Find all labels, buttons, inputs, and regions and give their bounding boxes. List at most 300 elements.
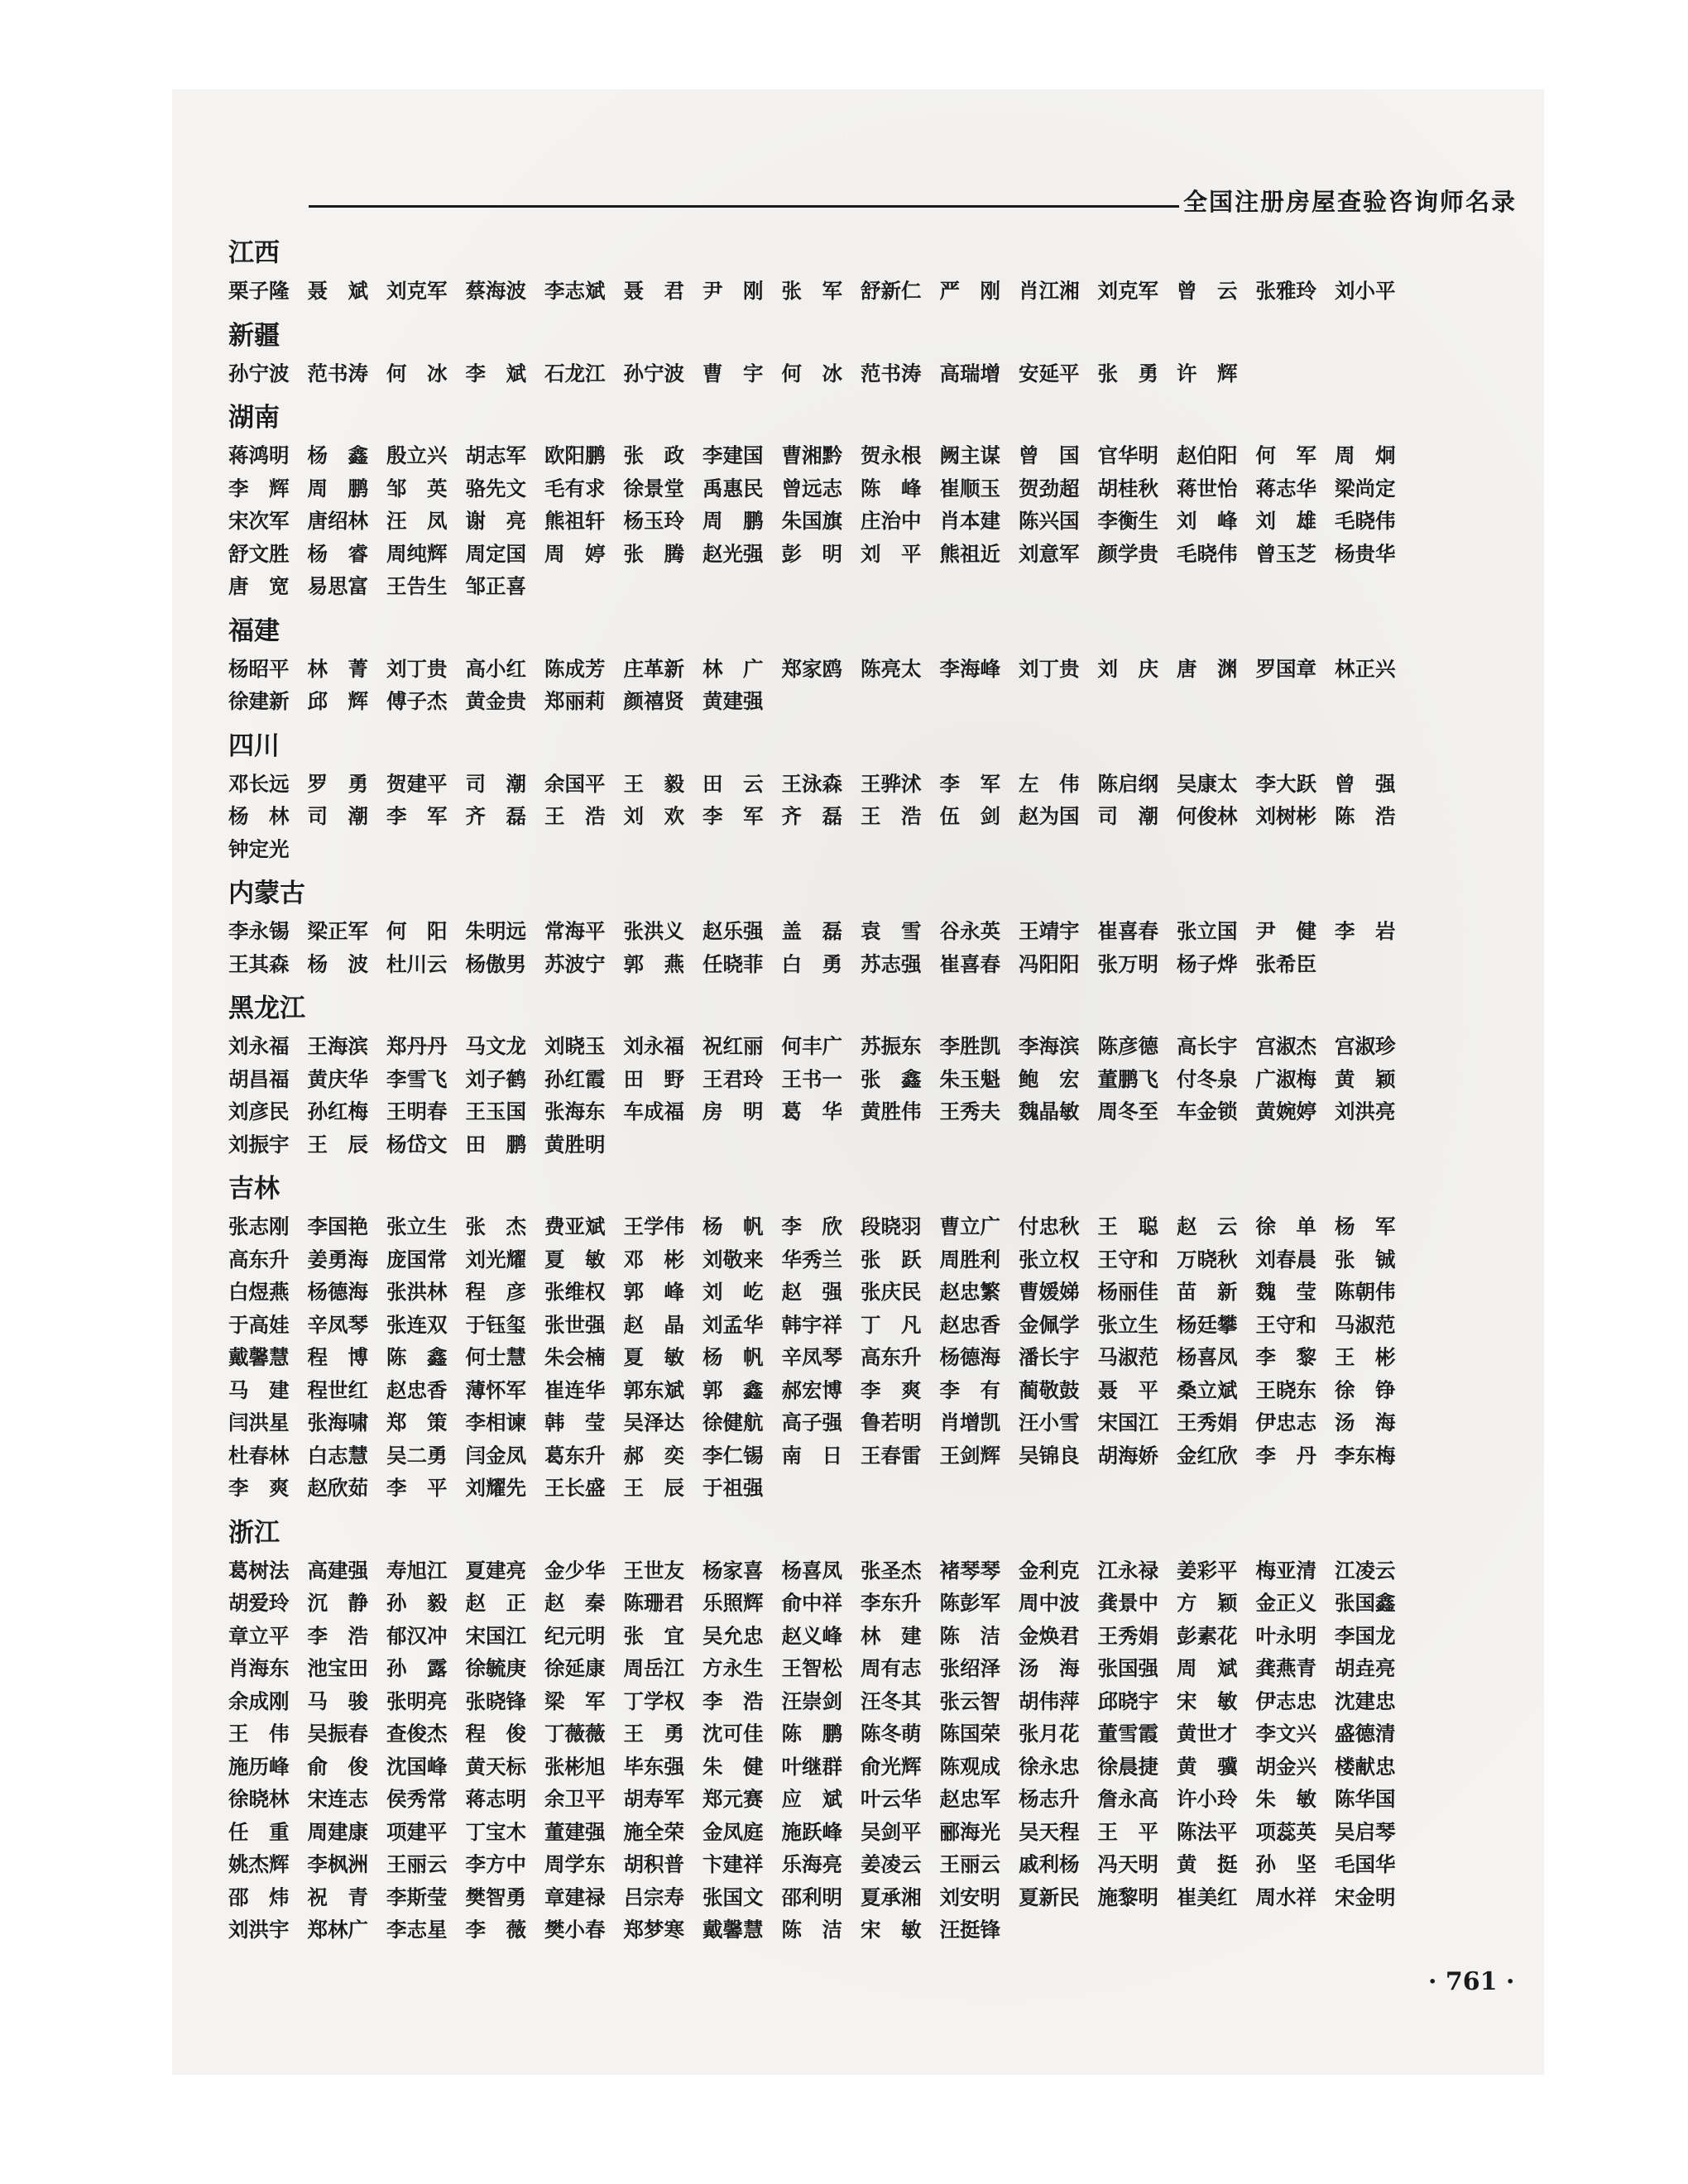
consultant-name: 张国文	[703, 1885, 764, 1909]
consultant-name: 付忠秋	[1019, 1214, 1080, 1238]
consultant-name: 伊志忠	[1255, 1688, 1316, 1713]
consultant-name: 夏 敏	[544, 1247, 606, 1272]
consultant-name: 宋国江	[1097, 1410, 1158, 1434]
consultant-name: 沉 静	[307, 1591, 368, 1615]
consultant-name: 林 菁	[307, 656, 368, 681]
consultant-name: 龚燕青	[1255, 1656, 1316, 1680]
consultant-name: 黄 骥	[1177, 1754, 1238, 1779]
consultant-name: 张 杰	[465, 1214, 526, 1238]
consultant-name: 李文兴	[1255, 1722, 1316, 1746]
consultant-name: 魏 莹	[1255, 1280, 1316, 1304]
consultant-name: 杨喜凤	[1177, 1345, 1238, 1369]
consultant-name: 邵利明	[781, 1885, 842, 1909]
consultant-name: 李斯莹	[386, 1885, 448, 1909]
consultant-name: 刘安明	[939, 1885, 1000, 1909]
consultant-name: 金凤庭	[703, 1819, 764, 1844]
consultant-name: 林 广	[703, 656, 764, 681]
consultant-name: 段晓羽	[861, 1214, 922, 1238]
consultant-name: 宋 敏	[1177, 1688, 1238, 1713]
consultant-name: 蔺敬鼓	[1019, 1377, 1080, 1402]
consultant-name: 邓长远	[228, 771, 290, 796]
consultant-name: 陈 鑫	[386, 1345, 448, 1369]
consultant-name: 李 平	[386, 1476, 448, 1500]
consultant-name: 叶继群	[781, 1754, 842, 1779]
consultant-name: 曾玉芝	[1255, 541, 1316, 566]
consultant-name: 马淑范	[1335, 1312, 1396, 1337]
consultant-name: 郑林广	[307, 1918, 368, 1942]
consultant-name: 胡爱玲	[228, 1591, 290, 1615]
consultant-name: 安延平	[1019, 361, 1080, 386]
consultant-name: 寿旭江	[386, 1558, 448, 1583]
consultant-name: 祝红丽	[703, 1034, 764, 1058]
consultant-name: 苗 新	[1177, 1280, 1238, 1304]
consultant-name: 杜春林	[228, 1443, 290, 1468]
consultant-name: 吴振春	[307, 1722, 368, 1746]
consultant-name: 黄建强	[703, 689, 764, 713]
consultant-name: 苏振东	[861, 1034, 922, 1058]
consultant-name: 王晓东	[1255, 1377, 1316, 1402]
consultant-name: 董建强	[544, 1819, 606, 1844]
consultant-name: 周岳江	[623, 1656, 684, 1680]
consultant-name: 高建强	[307, 1558, 368, 1583]
consultant-name: 陈 浩	[1335, 804, 1396, 828]
consultant-name: 胡寿军	[623, 1787, 684, 1811]
consultant-name: 李 斌	[465, 361, 526, 386]
consultant-name: 房 明	[703, 1099, 764, 1123]
consultant-name: 张海东	[544, 1099, 606, 1123]
province-title: 福建	[228, 615, 280, 646]
province-section	[228, 1167, 1544, 1505]
consultant-name: 高小红	[465, 656, 526, 681]
consultant-name: 张明亮	[386, 1688, 448, 1713]
consultant-name: 赵义峰	[781, 1623, 842, 1648]
consultant-name: 傅子杰	[386, 689, 448, 713]
consultant-name: 阙主谋	[939, 443, 1000, 467]
consultant-name: 刘克军	[386, 279, 448, 303]
consultant-name: 张 勇	[1097, 361, 1158, 386]
consultant-name: 王 浩	[861, 804, 922, 828]
name-list	[228, 1030, 1544, 1161]
consultant-name: 李 爽	[228, 1476, 290, 1500]
consultant-name: 韩宇祥	[781, 1312, 842, 1337]
consultant-name: 施黎明	[1097, 1885, 1158, 1909]
consultant-name: 张志刚	[228, 1214, 290, 1238]
consultant-name: 施全荣	[623, 1819, 684, 1844]
consultant-name: 胡垚亮	[1335, 1656, 1396, 1680]
province-title: 吉林	[228, 1174, 280, 1204]
consultant-name: 陈珊君	[623, 1591, 684, 1615]
consultant-name: 于祖强	[703, 1476, 764, 1500]
consultant-name: 王世友	[623, 1558, 684, 1583]
consultant-name: 梁正军	[307, 919, 368, 943]
consultant-name: 高东升	[861, 1345, 922, 1369]
consultant-name: 张绍泽	[939, 1656, 1000, 1680]
consultant-name: 张洪林	[386, 1280, 448, 1304]
consultant-name: 肖江湘	[1019, 279, 1080, 303]
consultant-name: 周水祥	[1255, 1885, 1316, 1909]
consultant-name: 王秀娟	[1177, 1410, 1238, 1434]
consultant-name: 周 斌	[1177, 1656, 1238, 1680]
consultant-name: 黄 颖	[1335, 1066, 1396, 1091]
consultant-name: 施历峰	[228, 1754, 290, 1779]
consultant-name: 王海滨	[307, 1034, 368, 1058]
consultant-name: 禹惠民	[703, 476, 764, 500]
consultant-name: 徐永忠	[1019, 1754, 1080, 1779]
consultant-name: 刘敬来	[703, 1247, 764, 1272]
consultant-name: 陈 洁	[781, 1918, 842, 1942]
consultant-name: 何俊林	[1177, 804, 1238, 828]
province-section	[228, 396, 1544, 603]
consultant-name: 李 薇	[465, 1918, 526, 1942]
consultant-name: 孙 毅	[386, 1591, 448, 1615]
consultant-name: 项建平	[386, 1819, 448, 1844]
province-title: 江西	[228, 238, 280, 268]
consultant-name: 王 辰	[623, 1476, 684, 1500]
name-list	[228, 768, 1544, 866]
consultant-name: 宋金明	[1335, 1885, 1396, 1909]
consultant-name: 程世红	[307, 1377, 368, 1402]
consultant-name: 沈建忠	[1335, 1688, 1396, 1713]
consultant-name: 王春雷	[861, 1443, 922, 1468]
consultant-name: 赵忠繁	[939, 1280, 1000, 1304]
consultant-name: 王 勇	[623, 1722, 684, 1746]
consultant-name: 陈国荣	[939, 1722, 1000, 1746]
consultant-name: 陈法平	[1177, 1819, 1238, 1844]
consultant-name: 罗国章	[1255, 656, 1316, 681]
consultant-name: 庄革新	[623, 656, 684, 681]
consultant-name: 李 岩	[1335, 919, 1396, 943]
consultant-name: 李方中	[465, 1852, 526, 1876]
consultant-name: 邓 彬	[623, 1247, 684, 1272]
consultant-name: 赵为国	[1019, 804, 1080, 828]
consultant-name: 汪挺锋	[939, 1918, 1000, 1942]
consultant-name: 刘彦民	[228, 1099, 290, 1123]
consultant-name: 刘 平	[861, 541, 922, 566]
consultant-name: 李仁锡	[703, 1443, 764, 1468]
consultant-name: 黄金贵	[465, 689, 526, 713]
consultant-name: 蔡海波	[465, 279, 526, 303]
consultant-name: 戴馨慧	[703, 1918, 764, 1942]
consultant-name: 刘树彬	[1255, 804, 1316, 828]
consultant-name: 章立平	[228, 1623, 290, 1648]
name-list	[228, 1554, 1544, 1947]
consultant-name: 陈亮太	[861, 656, 922, 681]
consultant-name: 毛晓伟	[1335, 509, 1396, 533]
consultant-name: 骆先文	[465, 476, 526, 500]
consultant-name: 李 丹	[1255, 1443, 1316, 1468]
consultant-name: 乐照辉	[703, 1591, 764, 1615]
consultant-name: 祝 青	[307, 1885, 368, 1909]
province-title: 四川	[228, 730, 280, 761]
consultant-name: 郦海光	[939, 1819, 1000, 1844]
consultant-name: 于高娃	[228, 1312, 290, 1337]
consultant-name: 徐晓林	[228, 1787, 290, 1811]
consultant-name: 沈可佳	[703, 1722, 764, 1746]
name-list	[228, 915, 1544, 980]
consultant-name: 樊小春	[544, 1918, 606, 1942]
consultant-name: 高子强	[781, 1410, 842, 1434]
province-section	[228, 872, 1544, 980]
consultant-name: 李 欣	[781, 1214, 842, 1238]
consultant-name: 姜凌云	[861, 1852, 922, 1876]
consultant-name: 车成福	[623, 1099, 684, 1123]
consultant-name: 应 斌	[781, 1787, 842, 1811]
consultant-name: 金少华	[544, 1558, 606, 1583]
consultant-name: 姚杰辉	[228, 1852, 290, 1876]
consultant-name: 崔连华	[544, 1377, 606, 1402]
consultant-name: 陈兴国	[1019, 509, 1080, 533]
consultant-name: 朱会楠	[544, 1345, 606, 1369]
consultant-name: 李 军	[703, 804, 764, 828]
consultant-name: 张世强	[544, 1312, 606, 1337]
consultant-name: 蒋鸿明	[228, 443, 290, 467]
consultant-name: 罗 勇	[307, 771, 368, 796]
consultant-name: 杨 波	[307, 951, 368, 976]
consultant-name: 张立生	[386, 1214, 448, 1238]
consultant-name: 卞建祥	[703, 1852, 764, 1876]
consultant-name: 郝 奕	[623, 1443, 684, 1468]
consultant-name: 金焕君	[1019, 1623, 1080, 1648]
consultant-name: 王守和	[1097, 1247, 1158, 1272]
consultant-name: 广淑梅	[1255, 1066, 1316, 1091]
consultant-name: 南 日	[781, 1443, 842, 1468]
consultant-name: 陈观成	[939, 1754, 1000, 1779]
consultant-name: 江凌云	[1335, 1558, 1396, 1583]
consultant-name: 徐景堂	[623, 476, 684, 500]
consultant-name: 俞光辉	[861, 1754, 922, 1779]
consultant-name: 何 冰	[386, 361, 448, 386]
consultant-name: 姜勇海	[307, 1247, 368, 1272]
consultant-name: 丁学权	[623, 1688, 684, 1713]
consultant-name: 张连双	[386, 1312, 448, 1337]
consultant-name: 李 有	[939, 1377, 1000, 1402]
consultant-name: 程 彦	[465, 1280, 526, 1304]
consultant-name: 梁尚定	[1335, 476, 1396, 500]
consultant-name: 彭 明	[781, 541, 842, 566]
consultant-name: 刘 峰	[1177, 509, 1238, 533]
consultant-name: 常海平	[544, 919, 606, 943]
consultant-name: 徐毓庚	[465, 1656, 526, 1680]
consultant-name: 邹正喜	[465, 574, 526, 598]
consultant-name: 项蕊英	[1255, 1819, 1316, 1844]
consultant-name: 易思富	[307, 574, 368, 598]
consultant-name: 闫洪星	[228, 1410, 290, 1434]
consultant-name: 赵 云	[1177, 1214, 1238, 1238]
consultant-name: 郭 燕	[623, 951, 684, 976]
consultant-name: 黄世才	[1177, 1722, 1238, 1746]
consultant-name: 盛德清	[1335, 1722, 1396, 1746]
consultant-name: 刘 庆	[1097, 656, 1158, 681]
consultant-name: 张立权	[1019, 1247, 1080, 1272]
province-section	[228, 610, 1544, 718]
consultant-name: 余成刚	[228, 1688, 290, 1713]
consultant-name: 崔美红	[1177, 1885, 1238, 1909]
consultant-name: 刘洪亮	[1335, 1099, 1396, 1123]
consultant-name: 李 黎	[1255, 1345, 1316, 1369]
consultant-name: 王 毅	[623, 771, 684, 796]
consultant-name: 张圣杰	[861, 1558, 922, 1583]
consultant-name: 任 重	[228, 1819, 290, 1844]
province-section	[228, 314, 1544, 390]
consultant-name: 吴允忠	[703, 1623, 764, 1648]
consultant-name: 吕宗寿	[623, 1885, 684, 1909]
consultant-name: 鲍 宏	[1019, 1066, 1080, 1091]
consultant-name: 池宝田	[307, 1656, 368, 1680]
consultant-name: 林 建	[861, 1623, 922, 1648]
consultant-name: 葛东升	[544, 1443, 606, 1468]
consultant-name: 曾 强	[1335, 771, 1396, 796]
consultant-name: 车金锁	[1177, 1099, 1238, 1123]
consultant-name: 方 颖	[1177, 1591, 1238, 1615]
consultant-name: 金利克	[1019, 1558, 1080, 1583]
consultant-name: 曹 宇	[703, 361, 764, 386]
consultant-name: 施跃峰	[781, 1819, 842, 1844]
consultant-name: 丁宝木	[465, 1819, 526, 1844]
consultant-name: 孙红梅	[307, 1099, 368, 1123]
consultant-name: 孙 坚	[1255, 1852, 1316, 1876]
consultant-name: 汪小雪	[1019, 1410, 1080, 1434]
page-number: · 761 ·	[1428, 1967, 1515, 1996]
consultant-name: 聂 君	[623, 279, 684, 303]
consultant-name: 谢 亮	[465, 509, 526, 533]
consultant-name: 刘丁贵	[1019, 656, 1080, 681]
consultant-name: 陈 鹏	[781, 1722, 842, 1746]
consultant-name: 李相谏	[465, 1410, 526, 1434]
consultant-name: 何 冰	[781, 361, 842, 386]
consultant-name: 乐海亮	[781, 1852, 842, 1876]
consultant-name: 刘孟华	[703, 1312, 764, 1337]
consultant-name: 吴二勇	[386, 1443, 448, 1468]
consultant-name: 左 伟	[1019, 771, 1080, 796]
consultant-name: 李雪飞	[386, 1066, 448, 1091]
consultant-name: 叶永明	[1255, 1623, 1316, 1648]
consultant-name: 李东升	[861, 1591, 922, 1615]
directory-content	[228, 232, 1544, 1953]
consultant-name: 孙红霞	[544, 1066, 606, 1091]
province-title: 内蒙古	[228, 879, 305, 908]
consultant-name: 唐绍林	[307, 509, 368, 533]
consultant-name: 郝宏博	[781, 1377, 842, 1402]
consultant-name: 崔喜春	[939, 951, 1000, 976]
consultant-name: 曹媛娣	[1019, 1280, 1080, 1304]
consultant-name: 杨德海	[307, 1280, 368, 1304]
consultant-name: 唐 宽	[228, 574, 290, 598]
consultant-name: 白 勇	[781, 951, 842, 976]
consultant-name: 王丽云	[939, 1852, 1000, 1876]
consultant-name: 陈 峰	[861, 476, 922, 500]
consultant-name: 朱玉魁	[939, 1066, 1000, 1091]
consultant-name: 杨子烨	[1177, 951, 1238, 976]
consultant-name: 高长宇	[1177, 1034, 1238, 1058]
consultant-name: 司 潮	[307, 804, 368, 828]
consultant-name: 郑元赛	[703, 1787, 764, 1811]
consultant-name: 李永锡	[228, 919, 290, 943]
consultant-name: 夏承湘	[861, 1885, 922, 1909]
consultant-name: 郑家鸥	[781, 656, 842, 681]
consultant-name: 郑梦寒	[623, 1918, 684, 1942]
province-section	[228, 725, 1544, 866]
consultant-name: 李 浩	[307, 1623, 368, 1648]
consultant-name: 梅亚清	[1255, 1558, 1316, 1583]
name-list	[228, 357, 1544, 390]
consultant-name: 徐健航	[703, 1410, 764, 1434]
consultant-name: 袁 雪	[861, 919, 922, 943]
consultant-name: 刘耀先	[465, 1476, 526, 1500]
consultant-name: 刘 欢	[623, 804, 684, 828]
consultant-name: 杨志升	[1019, 1787, 1080, 1811]
consultant-name: 严 刚	[939, 279, 1000, 303]
consultant-name: 赵 正	[465, 1591, 526, 1615]
consultant-name: 官华明	[1097, 443, 1158, 467]
consultant-name: 俞中祥	[781, 1591, 842, 1615]
consultant-name: 许 辉	[1177, 361, 1238, 386]
consultant-name: 程 俊	[465, 1722, 526, 1746]
consultant-name: 张庆民	[861, 1280, 922, 1304]
consultant-name: 白志慧	[307, 1443, 368, 1468]
consultant-name: 孙宁波	[623, 361, 684, 386]
consultant-name: 王剑辉	[939, 1443, 1000, 1468]
consultant-name: 黄婉婷	[1255, 1099, 1316, 1123]
consultant-name: 马 建	[228, 1377, 290, 1402]
consultant-name: 赵忠香	[386, 1377, 448, 1402]
consultant-name: 汪冬其	[861, 1688, 922, 1713]
consultant-name: 赵 晶	[623, 1312, 684, 1337]
consultant-name: 俞 俊	[307, 1754, 368, 1779]
consultant-name: 曹湘黔	[781, 443, 842, 467]
consultant-name: 邱晓宇	[1097, 1688, 1158, 1713]
consultant-name: 沈国峰	[386, 1754, 448, 1779]
consultant-name: 汪 凤	[386, 509, 448, 533]
consultant-name: 殷立兴	[386, 443, 448, 467]
consultant-name: 王 彬	[1335, 1345, 1396, 1369]
consultant-name: 李海滨	[1019, 1034, 1080, 1058]
consultant-name: 周纯辉	[386, 541, 448, 566]
consultant-name: 张彬旭	[544, 1754, 606, 1779]
consultant-name: 尹 健	[1255, 919, 1316, 943]
consultant-name: 陈朝伟	[1335, 1280, 1396, 1304]
consultant-name: 张晓锋	[465, 1688, 526, 1713]
consultant-name: 孙宁波	[228, 361, 290, 386]
consultant-name: 王智松	[781, 1656, 842, 1680]
consultant-name: 戴馨慧	[228, 1345, 290, 1369]
consultant-name: 张 鑫	[861, 1066, 922, 1091]
consultant-name: 胡金兴	[1255, 1754, 1316, 1779]
consultant-name: 范书涛	[861, 361, 922, 386]
consultant-name: 王 平	[1097, 1819, 1158, 1844]
consultant-name: 王 聪	[1097, 1214, 1158, 1238]
province-section	[228, 1511, 1544, 1947]
consultant-name: 赵乐强	[703, 919, 764, 943]
consultant-name: 伊忠志	[1255, 1410, 1316, 1434]
header-rule	[309, 205, 1179, 208]
consultant-name: 王 浩	[544, 804, 606, 828]
consultant-name: 欧阳鹏	[544, 443, 606, 467]
consultant-name: 杨玉玲	[623, 509, 684, 533]
consultant-name: 杨贵华	[1335, 541, 1396, 566]
consultant-name: 陈 洁	[939, 1623, 1000, 1648]
consultant-name: 李 浩	[703, 1688, 764, 1713]
consultant-name: 王其森	[228, 951, 290, 976]
consultant-name: 刘晓玉	[544, 1034, 606, 1058]
consultant-name: 吴启琴	[1335, 1819, 1396, 1844]
consultant-name: 黄胜明	[544, 1132, 606, 1157]
consultant-name: 王君玲	[703, 1066, 764, 1091]
consultant-name: 辛凤琴	[307, 1312, 368, 1337]
consultant-name: 钟定光	[228, 836, 290, 861]
document-page	[172, 89, 1544, 2075]
consultant-name: 胡积普	[623, 1852, 684, 1876]
consultant-name: 叶云华	[861, 1787, 922, 1811]
